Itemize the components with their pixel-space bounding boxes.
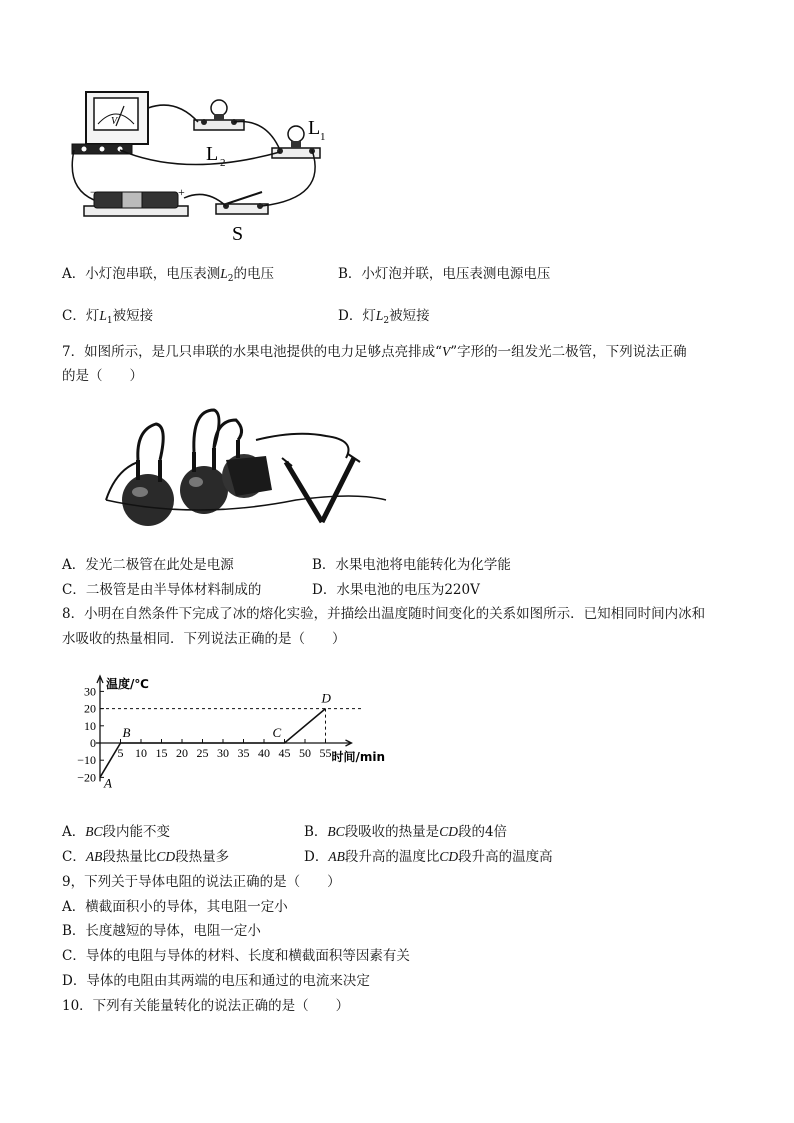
q8-option-b[interactable]: B．BC段吸收的热量是CD段的4倍 xyxy=(304,824,508,840)
y-tick-label: −10 xyxy=(77,753,96,768)
x-tick-label: 30 xyxy=(217,746,229,760)
svg-text:1: 1 xyxy=(320,131,326,143)
q7-option-c[interactable]: C．二极管是由半导体材料制成的 xyxy=(62,582,262,598)
lamp-L2-label: L xyxy=(206,143,219,165)
q8-stem-line1: 8．小明在自然条件下完成了冰的熔化实验，并描绘出温度随时间变化的关系如图所示．已知相同时间内冰和 xyxy=(62,606,706,622)
y-tick-label: 0 xyxy=(90,736,96,750)
led-v-left xyxy=(286,462,322,522)
q7-option-b[interactable]: B．水果电池将电能转化为化学能 xyxy=(312,557,511,573)
y-tick-label: 20 xyxy=(84,701,96,716)
q9-option-a[interactable]: A．横截面积小的导体，其电阻一定小 xyxy=(62,899,288,915)
x-tick-label: 35 xyxy=(237,746,250,760)
circuit-figure xyxy=(66,88,326,248)
led-v-right xyxy=(322,458,354,522)
svg-text:2: 2 xyxy=(220,157,226,169)
q9-option-c[interactable]: C．导体的电阻与导体的材料、长度和横截面积等因素有关 xyxy=(62,948,410,964)
q7-option-a[interactable]: A．发光二极管在此处是电源 xyxy=(62,557,234,573)
x-tick-label: 25 xyxy=(196,746,209,760)
x-tick-label: 55 xyxy=(319,746,332,760)
q8-option-c[interactable]: C．AB段热量比CD段热量多 xyxy=(62,849,230,865)
q9-option-b[interactable]: B．长度越短的导体，电阻一定小 xyxy=(62,923,261,939)
x-tick-label: 40 xyxy=(258,746,270,760)
q6-option-b[interactable]: B．小灯泡并联，电压表测电源电压 xyxy=(338,266,551,282)
fruit-1 xyxy=(122,474,174,526)
q6-option-c[interactable]: C．灯$L_1$被短接 xyxy=(62,308,154,326)
y-tick-label: 30 xyxy=(84,684,96,699)
q8-option-a[interactable]: A．BC段内能不变 xyxy=(62,824,171,840)
q7-stem-line1: 7．如图所示，是几只串联的水果电池提供的电力足够点亮排成“V”字形的一组发光二极管，下列说法正确 xyxy=(62,344,687,360)
q8-option-d[interactable]: D．AB段升高的温度比CD段升高的温度高 xyxy=(304,849,553,865)
svg-text:+: + xyxy=(178,185,185,199)
y-tick-label: 10 xyxy=(84,718,96,733)
q7-option-d[interactable]: D．水果电池的电压为220V xyxy=(312,582,480,598)
voltmeter-letter: V xyxy=(111,116,118,127)
y-axis-label: 温度/℃ xyxy=(106,677,149,691)
point-label-D: D xyxy=(321,690,331,706)
switch-label: S xyxy=(232,223,244,245)
point-label-C: C xyxy=(272,725,282,740)
x-tick-label: 50 xyxy=(299,746,311,760)
y-tick-label: −20 xyxy=(77,770,96,785)
temperature-time-chart xyxy=(60,674,420,804)
fruit-battery-figure xyxy=(96,400,396,530)
x-axis-label: 时间/min xyxy=(331,750,386,764)
q9-option-d[interactable]: D．导体的电阻由其两端的电压和通过的电流来决定 xyxy=(62,973,370,989)
point-label-A: A xyxy=(104,775,112,791)
lamp-L1-label: L xyxy=(308,117,321,139)
lamp-L1-bulb xyxy=(288,126,304,142)
x-tick-label: 5 xyxy=(117,746,124,760)
fruit-2 xyxy=(180,466,228,514)
lamp-L2-bulb xyxy=(211,100,227,116)
svg-text:−: − xyxy=(90,185,97,199)
point-label-B: B xyxy=(122,725,131,740)
q6-option-a[interactable]: A．小灯泡串联，电压表测$L_2$的电压 xyxy=(62,266,274,284)
q7-stem-line2: 的是（ ） xyxy=(62,368,143,384)
x-tick-label: 10 xyxy=(135,746,147,760)
q8-stem-line2: 水吸收的热量相同．下列说法正确的是（ ） xyxy=(62,631,346,647)
x-tick-label: 15 xyxy=(155,746,168,760)
x-tick-label: 20 xyxy=(176,746,188,760)
q6-option-d[interactable]: D．灯$L_2$被短接 xyxy=(338,308,430,326)
q10-stem: 10．下列有关能量转化的说法正确的是（ ） xyxy=(62,998,350,1014)
q9-stem: 9，下列关于导体电阻的说法正确的是（ ） xyxy=(62,874,341,890)
x-tick-label: 45 xyxy=(278,746,291,760)
